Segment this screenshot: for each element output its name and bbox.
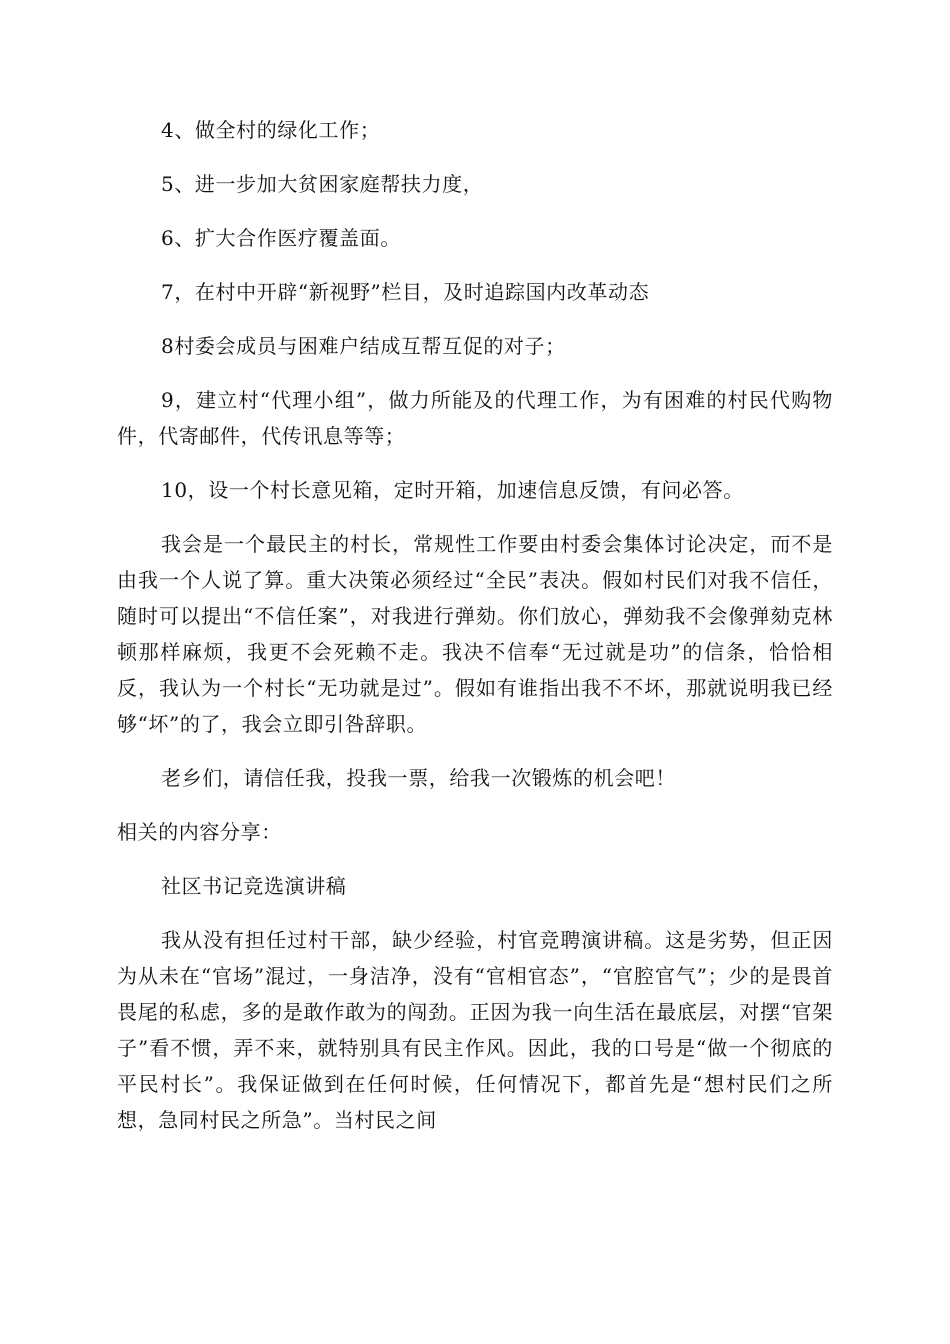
list-item-5: 5、进一步加大贫困家庭帮扶力度， [161,172,484,196]
body-paragraph-democracy: 我会是一个最民主的村长，常规性工作要由村委会集体讨论决定，而不是由我一个人说了算。重大决策必须经过“全民”表决。假如村民们对我不信任，随时可以提出“不信任案”，对我进行弹劾。你们放心，弹劾我不会像弹劾克林顿那样麻烦，我更不会死赖不走。我决不信奉“无过就是功”的信条，恰恰相反，我认为一个村长“无功就是过”。假如有谁指出我不不坏，那就说明我已经够“坏”的了，我会立即引咎辞职。 [117,532,833,736]
list-item-7: 7，在村中开辟“新视野”栏目，及时追踪国内改革动态 [161,280,650,304]
related-article-title: 社区书记竞选演讲稿 [161,874,347,898]
body-paragraph-appeal: 老乡们，请信任我，投我一票，给我一次锻炼的机会吧！ [161,766,676,790]
related-content-heading: 相关的内容分享： [117,820,282,844]
list-item-4: 4、做全村的绿化工作； [161,118,381,142]
list-item-10: 10，设一个村长意见箱，定时开箱，加速信息反馈，有问必答。 [161,478,744,502]
list-item-8: 8村委会成员与困难户结成互帮互促的对子； [161,334,566,358]
list-item-9: 9，建立村“代理小组”，做力所能及的代理工作，为有困难的村民代购物件，代寄邮件，代传讯息等等； [117,388,833,448]
list-item-6: 6、扩大合作医疗覆盖面。 [161,226,401,250]
document-body [117,112,833,1138]
body-paragraph-experience: 我从没有担任过村干部，缺少经验，村官竞聘演讲稿。这是劣势，但正因为从未在“官场”混过，一身洁净，没有“官相官态”，“官腔官气”；少的是畏首畏尾的私虑，多的是敢作敢为的闯劲。正因为我一向生活在最底层，对摆“官架子”看不惯，弄不来，就特别具有民主作风。因此，我的口号是“做一个彻底的平民村长”。我保证做到在任何时候，任何情况下，都首先是“想村民们之所想，急同村民之所急”。当村民之间 [117,928,833,1132]
